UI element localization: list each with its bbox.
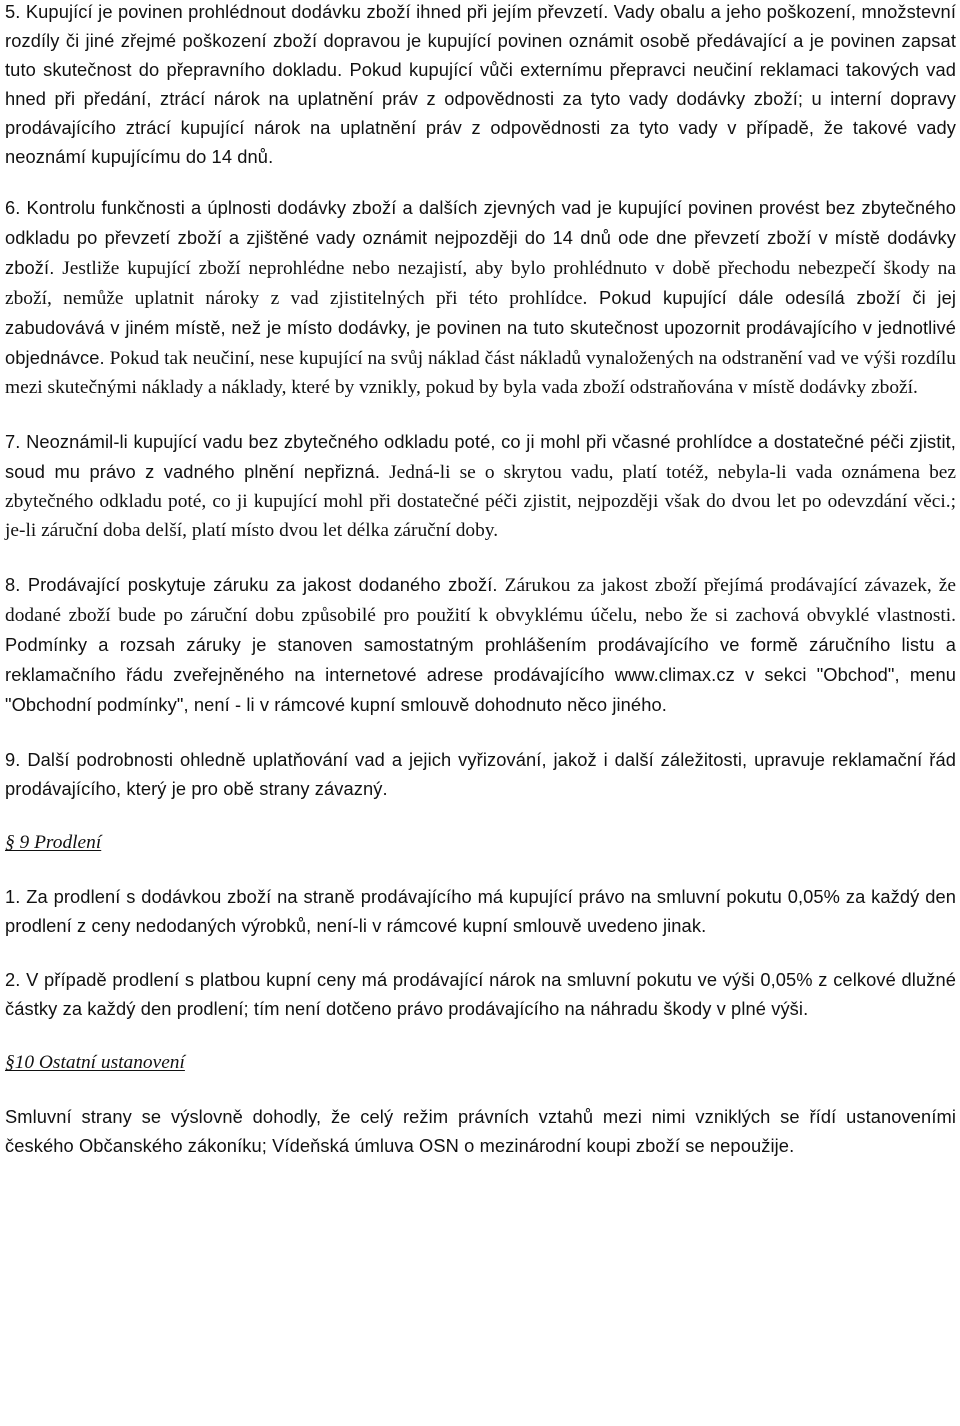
paragraph-point-9: 9. Další podrobnosti ohledně uplatňování vad a jejich vyřizování, jakož i další záležitosti, upravuje reklamační řád prodávajícího, který je pro obě strany závazný. (5, 749, 956, 799)
paragraph-point-8 (5, 570, 956, 720)
paragraph-gap (5, 940, 956, 965)
paragraph-gap (5, 171, 956, 193)
section-9-heading: § 9 Prodlení (5, 832, 102, 853)
paragraph-gap (5, 1023, 956, 1048)
paragraph-gap (5, 545, 956, 570)
point-8-text-a: 8. Prodávající poskytuje záruku za jakost dodaného zboží. (5, 574, 498, 595)
paragraph-point-6 (5, 193, 956, 402)
point-7-text-b: Jedná-li se o skrytou vadu, platí totéž, nebyla-li vada oznámena bez zbytečného odkladu poté, co ji kupující mohl při dostatečné péči zjistit, nejpozději však do dvou let po odevzdání věci.; je-li záruční doba delší, platí místo dvou let délka záruční doby. (5, 462, 956, 541)
paragraph-point-7 (5, 427, 956, 545)
point-6-text-d: Pokud tak neučiní, nese kupující na svůj náklad část nákladů vynaložených na odstranění vad ve výši rozdílu mezi skutečnými náklady a náklady, které by vznikly, pokud by byla vada zboží odstraňována v místě dodávky zboží. (5, 348, 956, 398)
paragraph-gap (5, 720, 956, 745)
point-6-text-b: Jestliže kupující zboží neprohlédne nebo nezajistí, aby bylo prohlédnuto v době přechodu nebezpečí škody na zboží, nemůže uplatnit nároky z vad zjistitelných při této prohlídce. (5, 258, 956, 309)
paragraph-gap (5, 857, 956, 882)
point-7-text-a: 7. Neoznámil-li kupující vadu bez zbytečného odkladu poté, co ji mohl při včasné prohlídce a dostatečné péči zjistit, soud mu právo z vadného plnění nepřizná. (5, 431, 956, 482)
point-6-text-a: 6. Kontrolu funkčnosti a úplnosti dodávky zboží a dalších zjevných vad je kupující povinen provést bez zbytečného odkladu po převzetí zboží a zjištěné vady oznámit nejpozději do 14 dnů ode dne převzetí zboží v místě dodávky zboží. (5, 197, 956, 278)
section-10-paragraph-1: Smluvní strany se výslovně dohodly, že celý režim právních vztahů mezi nimi vzniklých se řídí ustanoveními českého Občanského zákoníku; Vídeňská úmluva OSN o mezinárodní koupi zboží se nepoužije. (5, 1106, 956, 1156)
paragraph-point-5: 5. Kupující je povinen prohlédnout dodávku zboží ihned při jejím převzetí. Vady obalu a jeho poškození, množstevní rozdíly či jiné zřejmé poškození zboží dopravou je kupující povinen oznámit osobě předávající a je povinen zapsat tuto skutečnost do přepravního dokladu. Pokud kupující vůči externímu přepravci neučiní reklamaci takových vad hned při předání, ztrácí nárok na uplatnění práv z odpovědnosti za tyto vady dodávky zboží; u interní dopravy prodávajícího ztrácí kupující nárok na uplatnění práv z odpovědnosti za tyto vady v případě, že takové vady neoznámí kupujícímu do 14 dnů. (5, 1, 956, 167)
section-9-paragraph-1: 1. Za prodlení s dodávkou zboží na straně prodávajícího má kupující právo na smluvní pokutu 0,05% za každý den prodlení z ceny nedodaných výrobků, není-li v rámcové kupní smlouvě uvedeno jinak. (5, 886, 956, 936)
point-8-text-c: Podmínky a rozsah záruky je stanoven samostatným prohlášením prodávajícího ve formě záručního listu a reklamačního řádu zveřejněného na internetové adrese prodávajícího www.climax.cz v sekci "Obchod", menu "Obchodní podmínky", není - li v rámcové kupní smlouvě dohodnuto něco jiného. (5, 634, 956, 715)
point-8-text-b: Zárukou za jakost zboží přejímá prodávající závazek, že dodané zboží bude po záruční dobu způsobilé pro použití k obvyklému účelu, nebo že si zachová obvyklé vlastnosti. (5, 575, 956, 626)
section-10-heading: §10 Ostatní ustanovení (5, 1052, 185, 1073)
paragraph-gap (5, 402, 956, 427)
paragraph-gap (5, 803, 956, 828)
point-6-text-c: Pokud kupující dále odesílá zboží či jej zabudovává v jiném místě, než je místo dodávky, je povinen na tuto skutečnost upozornit prodávajícího v jednotlivé objednávce. (5, 287, 956, 368)
paragraph-gap (5, 1077, 956, 1102)
section-9-paragraph-2: 2. V případě prodlení s platbou kupní ceny má prodávající nárok na smluvní pokutu ve výši 0,05% z celkové dlužné částky za každý den prodlení; tím není dotčeno právo prodávajícího na náhradu škody v plné výši. (5, 969, 956, 1019)
